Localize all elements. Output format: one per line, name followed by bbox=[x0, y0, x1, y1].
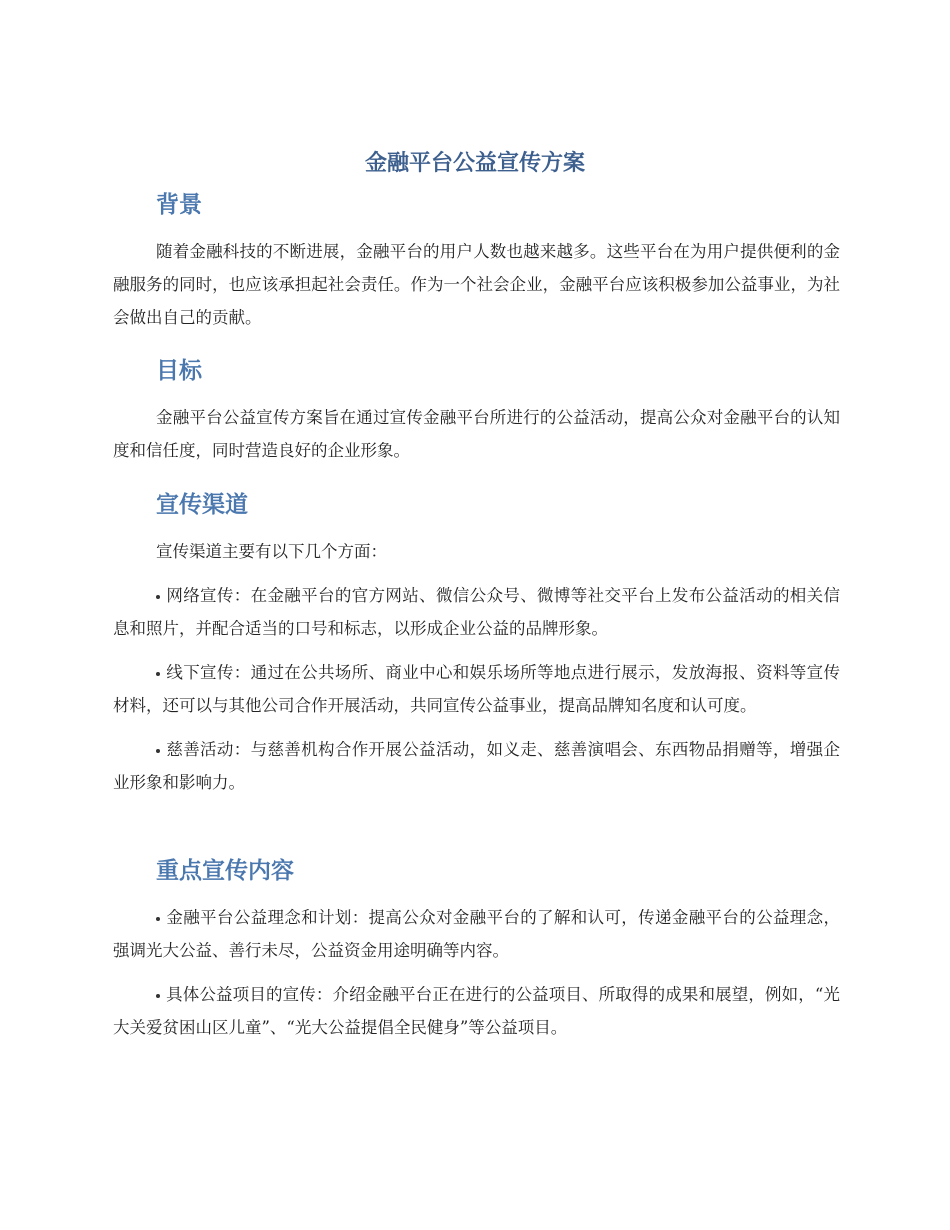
paragraph: 随着金融科技的不断进展，金融平台的用户人数也越来越多。这些平台在为用户提供便利的金融服务的同时，也应该承担起社会责任。作为一个社会企业，金融平台应该积极参加公益事业，为社会做出自己的贡献。 bbox=[113, 242, 840, 327]
bullet-item bbox=[113, 978, 840, 1044]
bullet-item bbox=[113, 656, 840, 722]
bullet-text: 网络宣传：在金融平台的官方网站、微信公众号、微博等社交平台上发布公益活动的相关信息和照片，并配合适当的口号和标志，以形成企业公益的品牌形象。 bbox=[113, 586, 840, 638]
section-heading: 重点宣传内容 bbox=[156, 858, 294, 884]
bullet-text: 具体公益项目的宣传：介绍金融平台正在进行的公益项目、所取得的成果和展望，例如，“光大关爱贫困山区儿童”、“光大公益提倡全民健身”等公益项目。 bbox=[113, 985, 840, 1037]
bullet-dot-icon bbox=[156, 917, 160, 921]
paragraph: 金融平台公益宣传方案旨在通过宣传金融平台所进行的公益活动，提高公众对金融平台的认知度和信任度，同时营造良好的企业形象。 bbox=[113, 408, 840, 460]
bullet-text: 线下宣传：通过在公共场所、商业中心和娱乐场所等地点进行展示，发放海报、资料等宣传材料，还可以与其他公司合作开展活动，共同宣传公益事业，提高品牌知名度和认可度。 bbox=[113, 663, 840, 715]
paragraph-intro: 宣传渠道主要有以下几个方面： bbox=[156, 542, 387, 561]
section-heading: 目标 bbox=[156, 358, 202, 384]
section-heading: 宣传渠道 bbox=[156, 492, 248, 518]
section-channels bbox=[113, 490, 840, 799]
document-title: 金融平台公益宣传方案 bbox=[364, 151, 585, 176]
section-key-content bbox=[113, 856, 840, 1044]
bullet-item bbox=[113, 901, 840, 967]
section-heading: 背景 bbox=[156, 192, 202, 218]
bullet-item bbox=[113, 733, 840, 799]
bullet-dot-icon bbox=[156, 672, 160, 676]
bullet-dot-icon bbox=[156, 595, 160, 599]
bullet-item bbox=[113, 579, 840, 645]
section-background bbox=[113, 190, 840, 334]
bullet-dot-icon bbox=[156, 994, 160, 998]
bullet-dot-icon bbox=[156, 749, 160, 753]
section-goal bbox=[113, 356, 840, 467]
bullet-text: 慈善活动：与慈善机构合作开展公益活动，如义走、慈善演唱会、东西物品捐赠等，增强企业形象和影响力。 bbox=[113, 740, 840, 792]
bullet-text: 金融平台公益理念和计划：提高公众对金融平台的了解和认可，传递金融平台的公益理念，强调光大公益、善行未尽，公益资金用途明确等内容。 bbox=[113, 908, 840, 960]
